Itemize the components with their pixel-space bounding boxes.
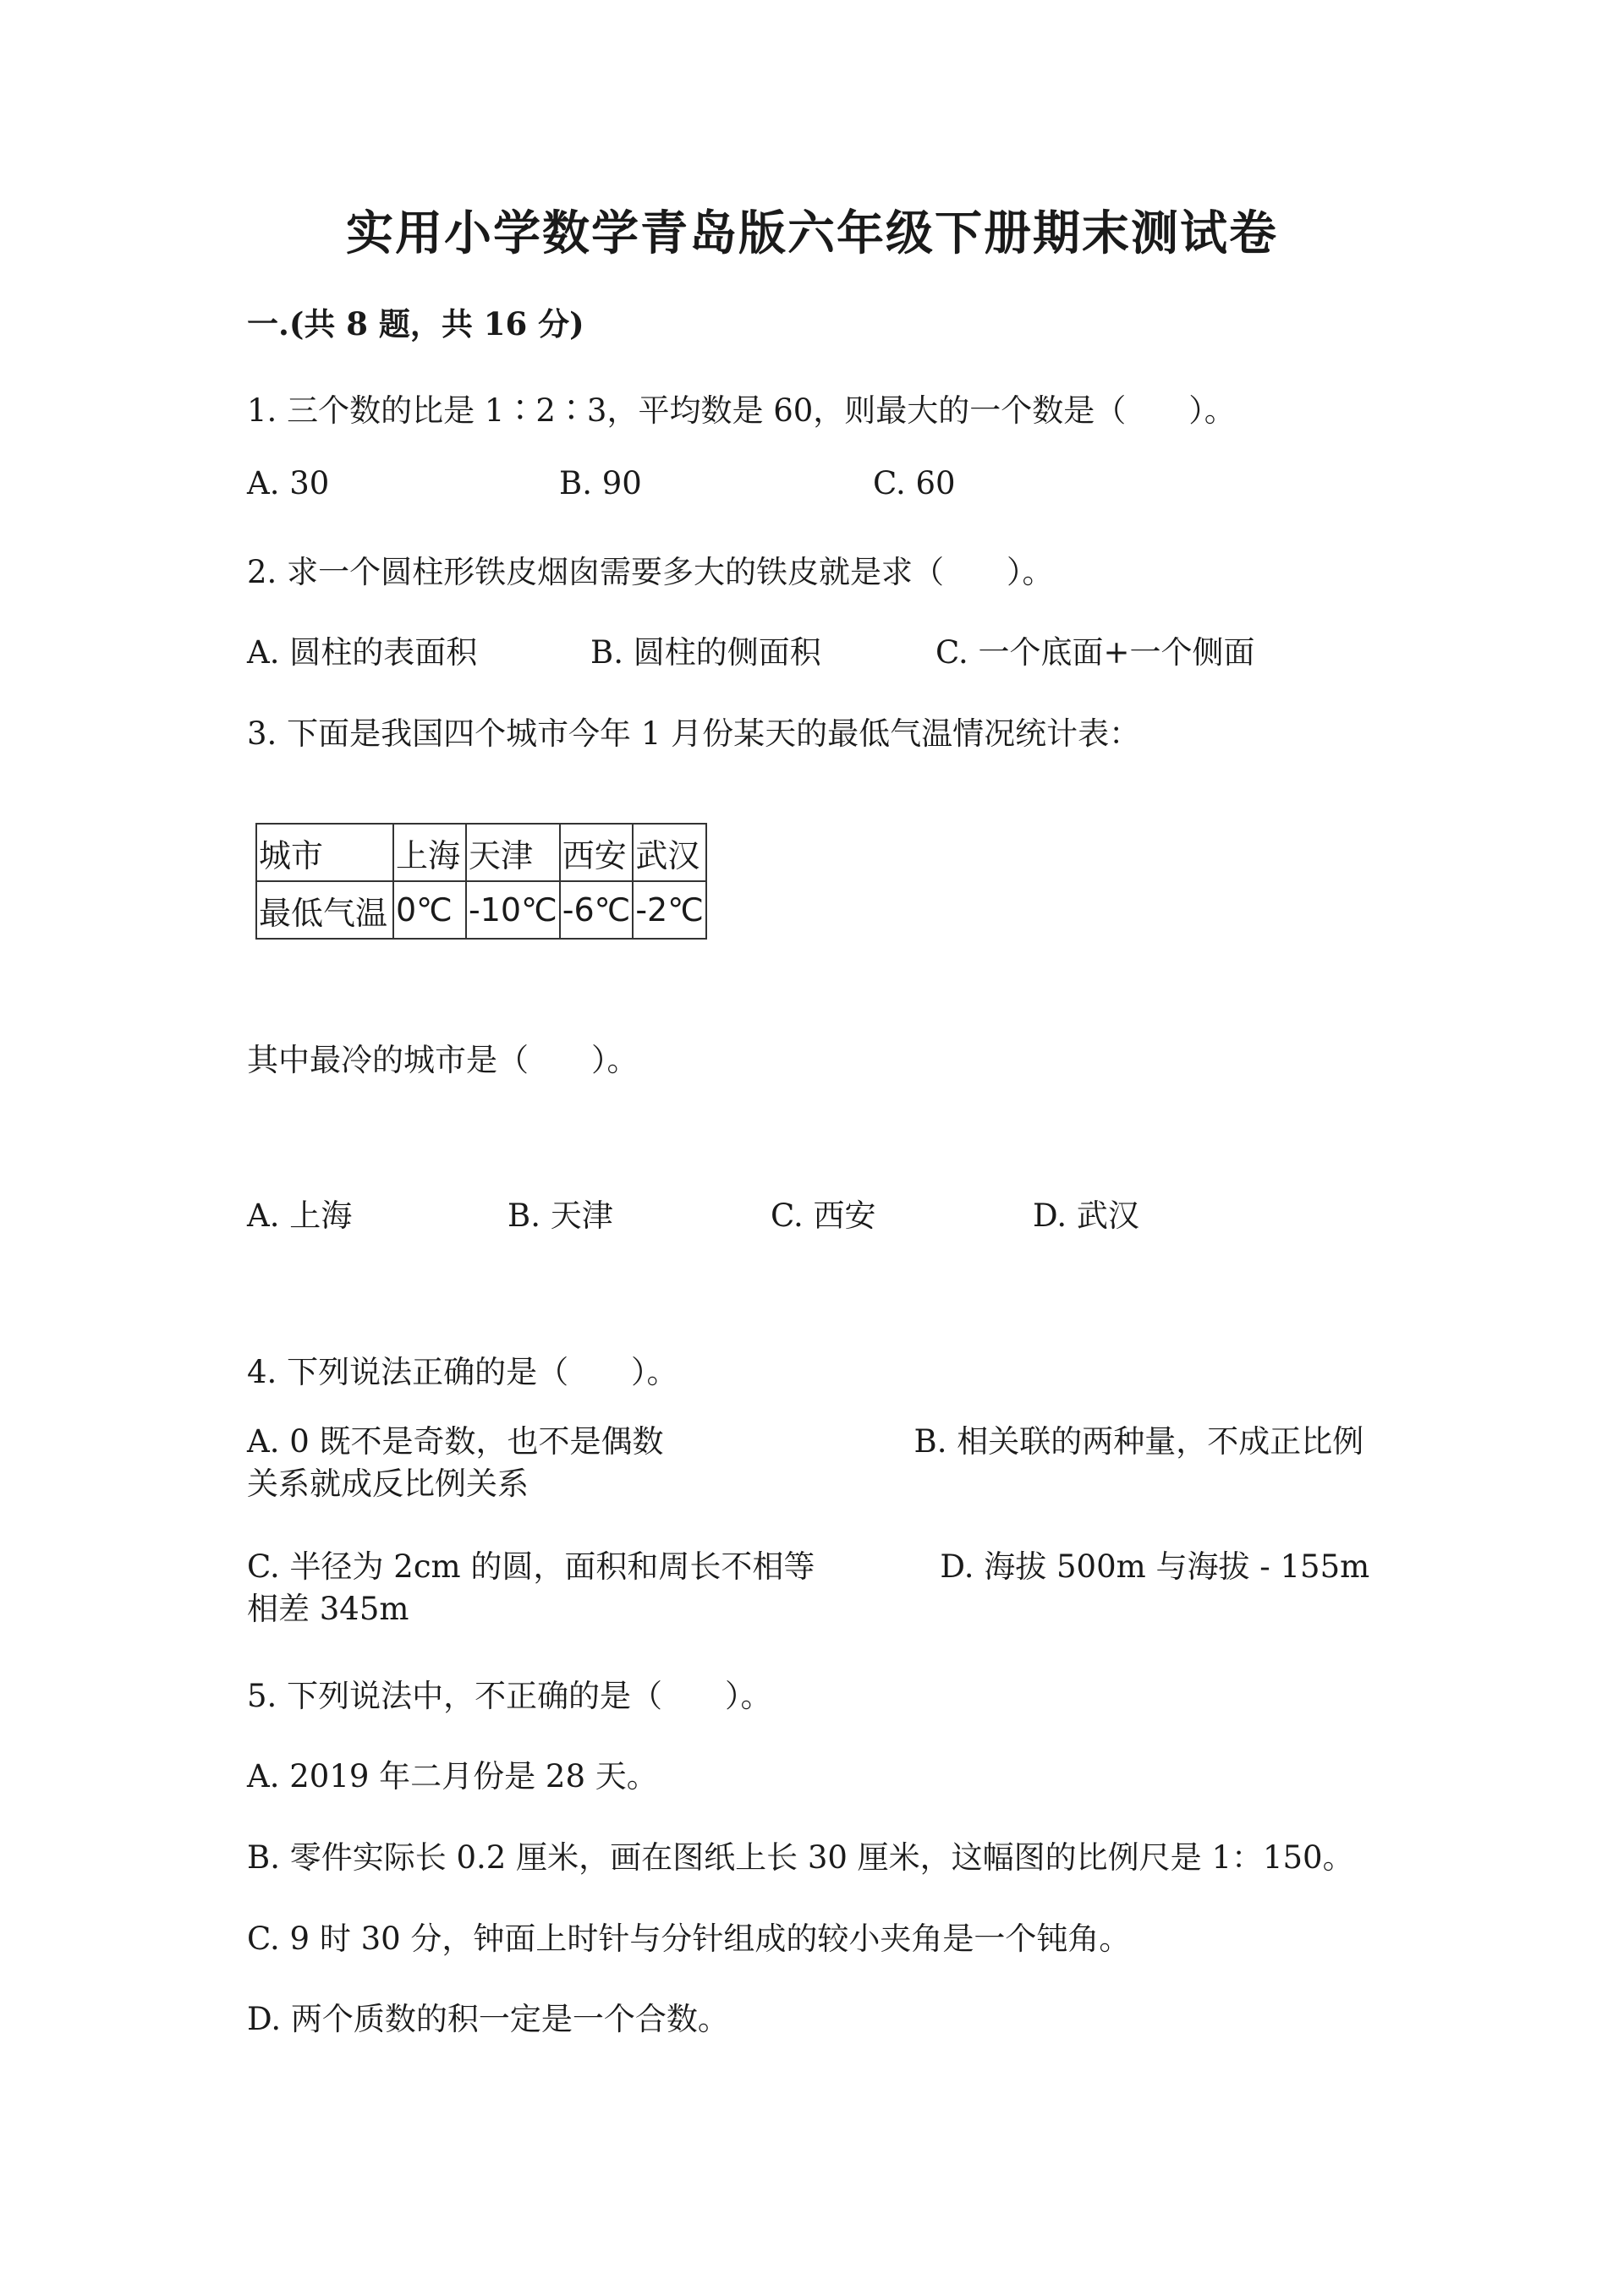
- q5-option-d: D. 两个质数的积一定是一个合数。: [247, 2001, 729, 2037]
- q5-option-b: B. 零件实际长 0.2 厘米，画在图纸上长 30 厘米，这幅图的比例尺是 1：150。: [247, 1839, 1354, 1876]
- table-row: [256, 881, 706, 939]
- q5-option-a: A. 2019 年二月份是 28 天。: [247, 1758, 658, 1795]
- question-2: 2. 求一个圆柱形铁皮烟囱需要多大的铁皮就是求（ ）。: [247, 554, 1054, 590]
- q3-option-b: B. 天津: [508, 1197, 613, 1234]
- page-title: 实用小学数学青岛版六年级下册期末测试卷: [346, 205, 1278, 261]
- q5-option-c: C. 9 时 30 分，钟面上时针与分针组成的较小夹角是一个钝角。: [247, 1921, 1131, 1957]
- question-3: 3. 下面是我国四个城市今年 1 月份某天的最低气温情况统计表：: [247, 715, 1141, 752]
- question-3-followup: 其中最冷的城市是（ ）。: [247, 1042, 639, 1078]
- table-cell: 0℃: [393, 881, 466, 939]
- table-cell: 上海: [393, 824, 466, 881]
- q4-options-ab: A. 0 既不是奇数，也不是偶数 B. 相关联的两种量，不成正比例关系就成反比例关系: [247, 1423, 1364, 1502]
- table-cell: 武汉: [633, 824, 706, 881]
- q2-option-b: B. 圆柱的侧面积: [590, 634, 821, 671]
- q3-option-a: A. 上海: [247, 1197, 353, 1234]
- q1-option-a: A. 30: [247, 465, 330, 501]
- table-header-row: [256, 824, 706, 881]
- q3-option-c: C. 西安: [771, 1197, 876, 1234]
- temperature-table: [255, 823, 707, 940]
- q3-option-d: D. 武汉: [1033, 1197, 1139, 1234]
- table-cell: -2℃: [633, 881, 706, 939]
- q1-option-b: B. 90: [559, 465, 642, 501]
- q1-option-c: C. 60: [873, 465, 956, 501]
- section-heading: 一.(共 8 题，共 16 分): [247, 305, 584, 342]
- q2-option-c: C. 一个底面+一个侧面: [935, 634, 1255, 671]
- table-cell: 西安: [560, 824, 634, 881]
- question-1: 1. 三个数的比是 1∶2∶3，平均数是 60，则最大的一个数是（ ）。: [247, 392, 1236, 429]
- table-cell: -6℃: [560, 881, 634, 939]
- q2-option-a: A. 圆柱的表面积: [247, 634, 478, 671]
- table-cell: 城市: [256, 824, 393, 881]
- question-5: 5. 下列说法中，不正确的是（ ）。: [247, 1678, 772, 1714]
- table-cell: -10℃: [466, 881, 560, 939]
- table-cell: 天津: [466, 824, 560, 881]
- question-4: 4. 下列说法正确的是（ ）。: [247, 1354, 678, 1390]
- q4-options-cd: C. 半径为 2cm 的圆，面积和周长不相等 D. 海拔 500m 与海拔 - 155m 相差 345m: [247, 1548, 1370, 1627]
- table-cell: 最低气温: [256, 881, 393, 939]
